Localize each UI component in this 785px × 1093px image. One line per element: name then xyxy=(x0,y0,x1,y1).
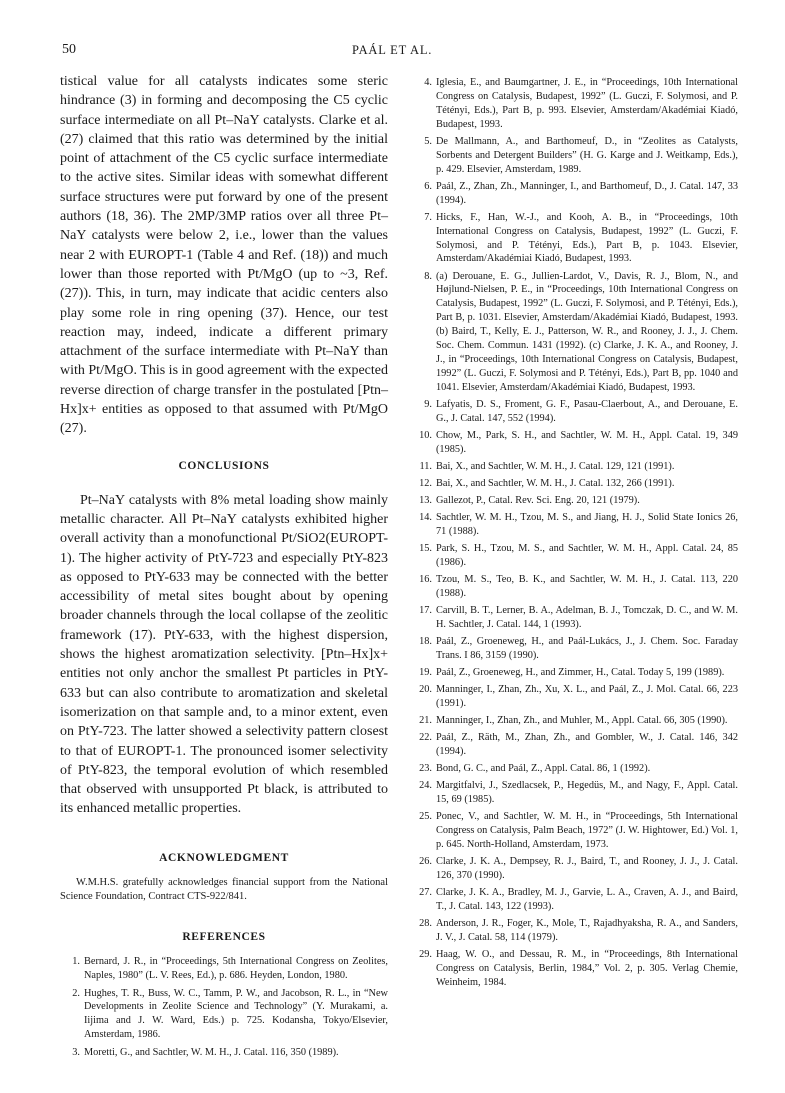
reference-number: 11. xyxy=(419,460,432,472)
right-column xyxy=(412,76,738,993)
reference-text: Tzou, M. S., Teo, B. K., and Sachtler, W. M. H., J. Catal. 113, 220 (1988). xyxy=(436,574,738,600)
reference-text: Haag, W. O., and Dessau, R. M., in “Proceedings, 8th International Congress on Catalysis, Berlin, 1984,” Vol. 2, p. 305. Verlag Chemie, Weinheim, 1984. xyxy=(436,949,738,989)
reference-item xyxy=(412,948,738,990)
reference-item xyxy=(60,955,388,983)
reference-item xyxy=(412,779,738,807)
reference-item xyxy=(412,666,738,680)
reference-text: Sachtler, W. M. H., Tzou, M. S., and Jiang, H. J., Solid State Ionics 26, 71 (1988). xyxy=(436,512,738,538)
reference-text: Hicks, F., Han, W.-J., and Kooh, A. B., in “Proceedings, 10th International Congress on Catalysis, Budapest, 1992” (L. Guczi, F. Solymosi, and P. Tétényi, Eds.), Part B, p. 1043. Elsevier, Amsterdam/Akadémiai Kiadó, Budapest, 1993. xyxy=(436,211,738,265)
reference-number: 27. xyxy=(419,887,432,899)
reference-list-right xyxy=(412,76,738,990)
page-number: 50 xyxy=(62,42,76,57)
reference-number: 17. xyxy=(419,605,432,617)
reference-text: Paál, Z., Groeneweg, H., and Paál-Lukács, J., J. Chem. Soc. Faraday Trans. I 86, 3159 (1990). xyxy=(436,636,738,662)
reference-number: 5. xyxy=(424,135,432,147)
reference-number: 9. xyxy=(424,398,432,410)
reference-number: 19. xyxy=(419,667,432,679)
reference-number: 22. xyxy=(419,732,432,744)
reference-text: Paál, Z., Räth, M., Zhan, Zh., and Gombler, W., J. Catal. 146, 342 (1994). xyxy=(436,732,738,758)
reference-number: 15. xyxy=(419,543,432,555)
reference-number: 10. xyxy=(419,429,432,441)
reference-number: 16. xyxy=(419,574,432,586)
reference-item xyxy=(412,731,738,759)
reference-item xyxy=(412,180,738,208)
reference-item xyxy=(412,635,738,663)
reference-text: Bernard, J. R., in “Proceedings, 5th International Congress on Zeolites, Naples, 1980” (L. V. Rees, Ed.), p. 686. Heyden, London, 1980. xyxy=(84,955,388,981)
reference-item xyxy=(412,542,738,570)
reference-item xyxy=(412,429,738,457)
reference-number: 3. xyxy=(72,1047,80,1059)
reference-number: 12. xyxy=(419,477,432,489)
reference-number: 26. xyxy=(419,856,432,868)
reference-text: Bond, G. C., and Paál, Z., Appl. Catal. 86, 1 (1992). xyxy=(436,763,651,775)
reference-number: 18. xyxy=(419,636,432,648)
reference-number: 23. xyxy=(419,763,432,775)
reference-number: 25. xyxy=(419,811,432,823)
reference-item xyxy=(412,855,738,883)
reference-item xyxy=(412,886,738,914)
reference-number: 21. xyxy=(419,715,432,727)
reference-text: Carvill, B. T., Lerner, B. A., Adelman, B. J., Tomczak, D. C., and W. M. H. Sachtler, J. Catal. 144, 1 (1993). xyxy=(436,605,738,631)
reference-text: Moretti, G., and Sachtler, W. M. H., J. Catal. 116, 350 (1989). xyxy=(84,1047,339,1059)
reference-item xyxy=(412,76,738,132)
reference-number: 28. xyxy=(419,918,432,930)
reference-text: Paál, Z., Groeneweg, H., and Zimmer, H., Catal. Today 5, 199 (1989). xyxy=(436,667,725,679)
reference-text: Ponec, V., and Sachtler, W. M. H., in “Proceedings, 5th International Congress on Catalysis, Palm Beach, 1972” (J. W. Hightower, Ed.) Vol. 1, p. 645. North-Holland, Amsterdam, 1973. xyxy=(436,811,738,851)
reference-text: Manninger, I., Zhan, Zh., and Muhler, M., Appl. Catal. 66, 305 (1990). xyxy=(436,715,728,727)
reference-number: 14. xyxy=(419,512,432,524)
reference-text: De Mallmann, A., and Barthomeuf, D., in “Zeolites as Catalysts, Sorbents and Detergent Builders” (H. G. Karge and J. Weitkamp, Eds.), p. 429. Elsevier, Amsterdam, 1989. xyxy=(436,135,738,175)
reference-text: Clarke, J. K. A., Dempsey, R. J., Baird, T., and Rooney, J. J., J. Catal. 126, 370 (1990). xyxy=(436,856,738,882)
reference-item xyxy=(412,683,738,711)
reference-item xyxy=(412,398,738,426)
acknowledgment-text: W.M.H.S. gratefully acknowledges financial support from the National Science Foundation, Contract CTS-922/841. xyxy=(60,876,388,902)
reference-item xyxy=(412,270,738,395)
reference-text: Bai, X., and Sachtler, W. M. H., J. Catal. 132, 266 (1991). xyxy=(436,477,675,489)
reference-item xyxy=(60,987,388,1043)
reference-item xyxy=(412,762,738,776)
reference-text: Chow, M., Park, S. H., and Sachtler, W. M. H., Appl. Catal. 19, 349 (1985). xyxy=(436,429,738,455)
reference-item xyxy=(412,494,738,508)
reference-item xyxy=(412,917,738,945)
discussion-paragraph: tistical value for all catalysts indicates some steric hindrance (3) in forming and decomposing the C5 cyclic surface intermediate on all Pt–NaY catalysts. Clarke et al. (27) claimed that this ratio was determined by the initial point of attachment of the C5 cyclic surface intermediate to the active sites. Similar ideas with somewhat different surface structures were put forward by one of the present authors (18, 36). The 2MP/3MP ratios over all three Pt–NaY catalysts were below 2, i.e., lower than the values near 2 with EUROPT-1 (Table 4 and Ref. (18)) and much lower than those reported with Pt/MgO (up to ~3, Ref. (27)). This, in turn, may indicate that acidic centers also play some role in ring opening (37). Hence, our test reaction may, indeed, indicate a different primary attachment of the surface intermediate with Pt–NaY than with Pt/MgO. This is in good agreement with the expected reverse direction of charge transfer in the postulated [Ptn–Hx]x+ entities as opposed to that assumed with Pt/MgO (27). xyxy=(60,74,388,437)
reference-number: 20. xyxy=(419,684,432,696)
reference-text: Paál, Z., Zhan, Zh., Manninger, I., and Barthomeuf, D., J. Catal. 147, 33 (1994). xyxy=(436,180,738,206)
reference-number: 24. xyxy=(419,780,432,792)
reference-number: 1. xyxy=(72,955,80,967)
reference-number: 2. xyxy=(72,987,80,999)
reference-item xyxy=(60,1046,388,1060)
reference-number: 7. xyxy=(424,211,432,223)
reference-text: Anderson, J. R., Foger, K., Mole, T., Rajadhyaksha, R. A., and Sanders, J. V., J. Catal. 58, 114 (1979). xyxy=(436,918,738,944)
reference-text: Park, S. H., Tzou, M. S., and Sachtler, W. M. H., Appl. Catal. 24, 85 (1986). xyxy=(436,543,738,569)
references-heading: REFERENCES xyxy=(182,930,266,943)
reference-item xyxy=(412,714,738,728)
reference-item xyxy=(412,604,738,632)
reference-text: Margitfalvi, J., Szedlacsek, P., Hegedüs, M., and Nagy, F., Appl. Catal. 15, 69 (1985). xyxy=(436,780,738,806)
acknowledgment-heading: ACKNOWLEDGMENT xyxy=(159,851,289,864)
reference-text: Gallezot, P., Catal. Rev. Sci. Eng. 20, 121 (1979). xyxy=(436,495,640,507)
reference-number: 4. xyxy=(424,77,432,88)
reference-number: 13. xyxy=(419,495,432,507)
reference-item xyxy=(412,211,738,267)
reference-text: (a) Derouane, E. G., Jullien-Lardot, V., Davis, R. J., Blom, N., and Højlund-Nielsen, P. E., in “Proceedings, 10th International Congress on Catalysis, Budapest, 1992” (L. Guczi, F. Solymosi, and P. Tétényi, Eds.), Part B, p. 1031. Elsevier, Amsterdam/Akadémiai Kiadó, Budapest, 1993. (b) Baird, T., Kelly, E. J., Patterson, W. R., and Rooney, J. J., J. Chem. Soc. Chem. Commun. 1431 (1992). (c) Clarke, J. K. A., and Rooney, J. J., in “Proceedings, 10th International Congress on Catalysis, Budapest, 1992” (L. Guczi, F. Solymosi and P. Tétényi, Eds.), Part B, pp. 1040 and 1041. Elsevier, Amsterdam/Akadémiai Kiadó, Budapest, 1993. xyxy=(436,270,738,393)
conclusions-heading: CONCLUSIONS xyxy=(178,459,270,472)
reference-item xyxy=(412,135,738,177)
reference-item xyxy=(412,810,738,852)
reference-text: Lafyatis, D. S., Froment, G. F., Pasau-Claerbout, A., and Derouane, E. G., J. Catal. 147, 552 (1994). xyxy=(436,398,738,424)
running-head: PAÁL ET AL. xyxy=(352,43,433,57)
reference-item xyxy=(412,477,738,491)
reference-text: Manninger, I., Zhan, Zh., Xu, X. L., and Paál, Z., J. Mol. Catal. 66, 223 (1991). xyxy=(436,684,738,710)
reference-item xyxy=(412,573,738,601)
reference-number: 8. xyxy=(424,270,432,282)
reference-item xyxy=(412,460,738,474)
reference-item xyxy=(412,511,738,539)
reference-number: 6. xyxy=(424,180,432,192)
reference-text: Bai, X., and Sachtler, W. M. H., J. Catal. 129, 121 (1991). xyxy=(436,460,675,472)
reference-text: Hughes, T. R., Buss, W. C., Tamm, P. W., and Jacobson, R. L., in “New Developments in Zeolite Science and Technology” (Y. Murakami, a. Iijima and J. W. Ward, Eds.) p. 725. Kodansha, Tokyo/Elsevier, Amsterdam, 1986. xyxy=(84,987,388,1041)
reference-number: 29. xyxy=(419,949,432,961)
reference-text: Iglesia, E., and Baumgartner, J. E., in “Proceedings, 10th International Congress on Catalysis, Budapest, 1992” (L. Guczi, F. Solymosi, and P. Tétényi, Eds.), Part B, p. 993. Elsevier, Amsterdam/Akadémiai Kiadó, Budapest, 1993. xyxy=(436,77,738,130)
conclusions-paragraph: Pt–NaY catalysts with 8% metal loading show mainly metallic character. All Pt–NaY catalysts exhibited higher overall activity than a monofunctional Pt/SiO2(EUROPT-1). The higher activity of PtY-723 and especially PtY-823 as opposed to PtY-633 may be connected with the better accessibility of metal sites bought about by opening broader channels through the local collapse of the zeolitic framework (17). PtY-633, with the highest dispersion, shows the highest aromatization selectivity. [Ptn–Hx]x+ entities not only anchor the smallest Pt particles in PtY-633 but can also contribute to aromatization and skeletal isomerization on that sample and, to a minor extent, even on PtY-723. The latter showed a selectivity pattern closest to that of EUROPT-1. The pronounced isomer selectivity of PtY-823, the temporal evolution of which resembled that observed with unsupported Pt black, is attributed to its enhanced metallic properties. xyxy=(60,492,388,817)
left-column xyxy=(60,72,388,1064)
reference-text: Clarke, J. K. A., Bradley, M. J., Garvie, L. A., Craven, A. J., and Baird, T., J. Catal. 143, 122 (1993). xyxy=(436,887,738,913)
reference-list-left xyxy=(60,955,388,1060)
